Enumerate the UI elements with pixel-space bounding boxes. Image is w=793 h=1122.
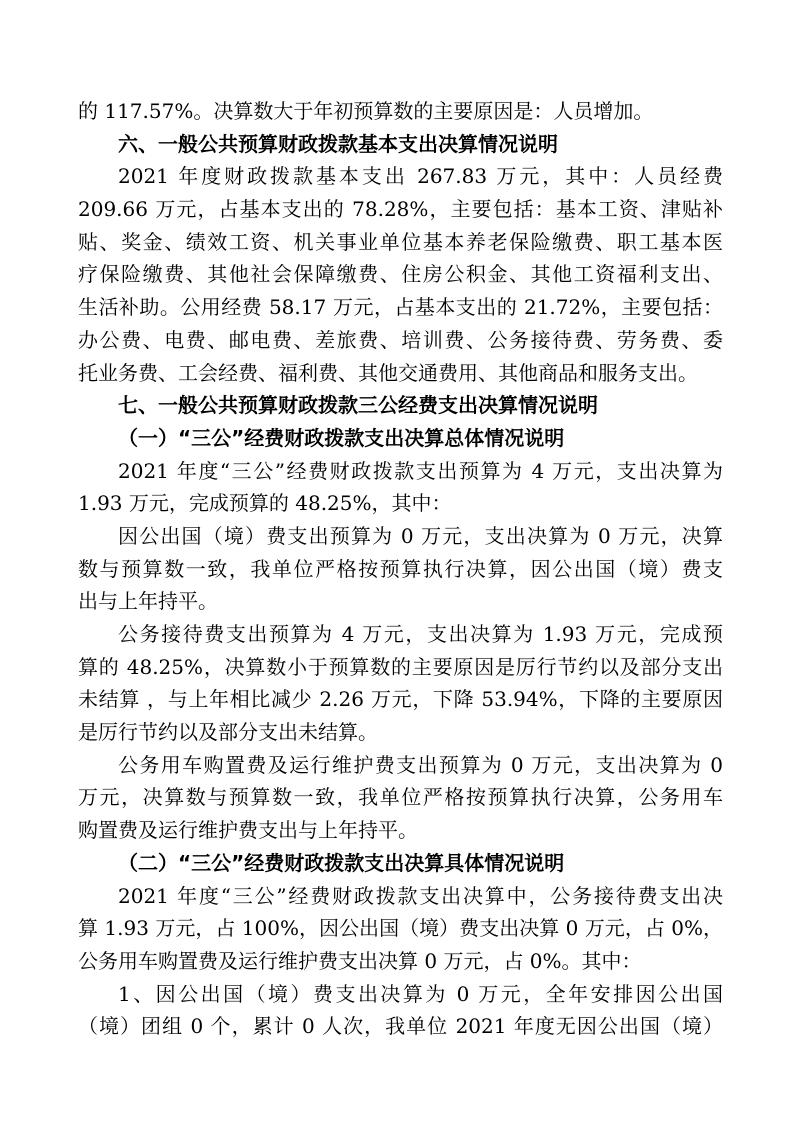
text-line: 公务用车购置费及运行维护费支出决算 0 万元，占 0%。其中：: [78, 948, 642, 973]
text-line: 是厉行节约以及部分支出未结算。: [78, 720, 378, 745]
subsection-heading-2: （二）“三公”经费财政拨款支出决算具体情况说明: [118, 850, 565, 875]
section-heading-6: 六、一般公共预算财政拨款基本支出决算情况说明: [118, 131, 558, 156]
text-line: 购置费及运行维护费支出与上年持平。: [78, 818, 418, 843]
text-line: 万元，决算数与预算数一致，我单位严格按预算执行决算，公务用车: [78, 785, 723, 810]
text-line: （境）团组 0 个，累计 0 人次，我单位 2021 年度无因公出国（境）: [78, 1014, 723, 1039]
text-line: 1、因公出国（境）费支出决算为 0 万元，全年安排因公出国: [118, 981, 723, 1006]
text-line: 办公费、电费、邮电费、差旅费、培训费、公务接待费、劳务费、委: [78, 327, 723, 352]
text-line: 因公出国（境）费支出预算为 0 万元，支出决算为 0 万元，决算: [118, 523, 723, 548]
text-line: 2021 年度财政拨款基本支出 267.83 万元，其中：人员经费: [118, 164, 723, 189]
text-line: 2021 年度“三公”经费财政拨款支出预算为 4 万元，支出决算为: [118, 458, 723, 483]
text-line: 数与预算数一致，我单位严格按预算执行决算，因公出国（境）费支: [78, 556, 723, 581]
subsection-heading-1: （一）“三公”经费财政拨款支出决算总体情况说明: [118, 425, 565, 450]
text-line: 算 1.93 万元，占 100%，因公出国（境）费支出决算 0 万元，占 0%，: [78, 916, 723, 941]
text-line: 公务用车购置费及运行维护费支出预算为 0 万元，支出决算为 0: [118, 752, 723, 777]
text-line: 1.93 万元，完成预算的 48.25%，其中：: [78, 491, 452, 516]
text-line: 疗保险缴费、其他社会保障缴费、住房公积金、其他工资福利支出、: [78, 262, 723, 287]
text-line: 209.66 万元，占基本支出的 78.28%，主要包括：基本工资、津贴补: [78, 197, 723, 222]
text-line: 贴、奖金、绩效工资、机关事业单位基本养老保险缴费、职工基本医: [78, 229, 723, 254]
text-line: 算的 48.25%，决算数小于预算数的主要原因是厉行节约以及部分支出: [78, 654, 723, 679]
text-line: 未结算 ，与上年相比减少 2.26 万元，下降 53.94%，下降的主要原因: [78, 687, 723, 712]
text-line: 的 117.57%。决算数大于年初预算数的主要原因是：人员增加。: [78, 99, 654, 123]
text-line: 2021 年度“三公”经费财政拨款支出决算中，公务接待费支出决: [118, 883, 723, 908]
section-heading-7: 七、一般公共预算财政拨款三公经费支出决算情况说明: [118, 393, 598, 418]
text-line: 生活补助。公用经费 58.17 万元，占基本支出的 21.72%，主要包括：: [78, 295, 723, 320]
text-line: 出与上年持平。: [78, 589, 218, 614]
text-line: 托业务费、工会经费、福利费、其他交通费用、其他商品和服务支出。: [78, 360, 698, 385]
text-line: 公务接待费支出预算为 4 万元，支出决算为 1.93 万元，完成预: [118, 622, 723, 646]
